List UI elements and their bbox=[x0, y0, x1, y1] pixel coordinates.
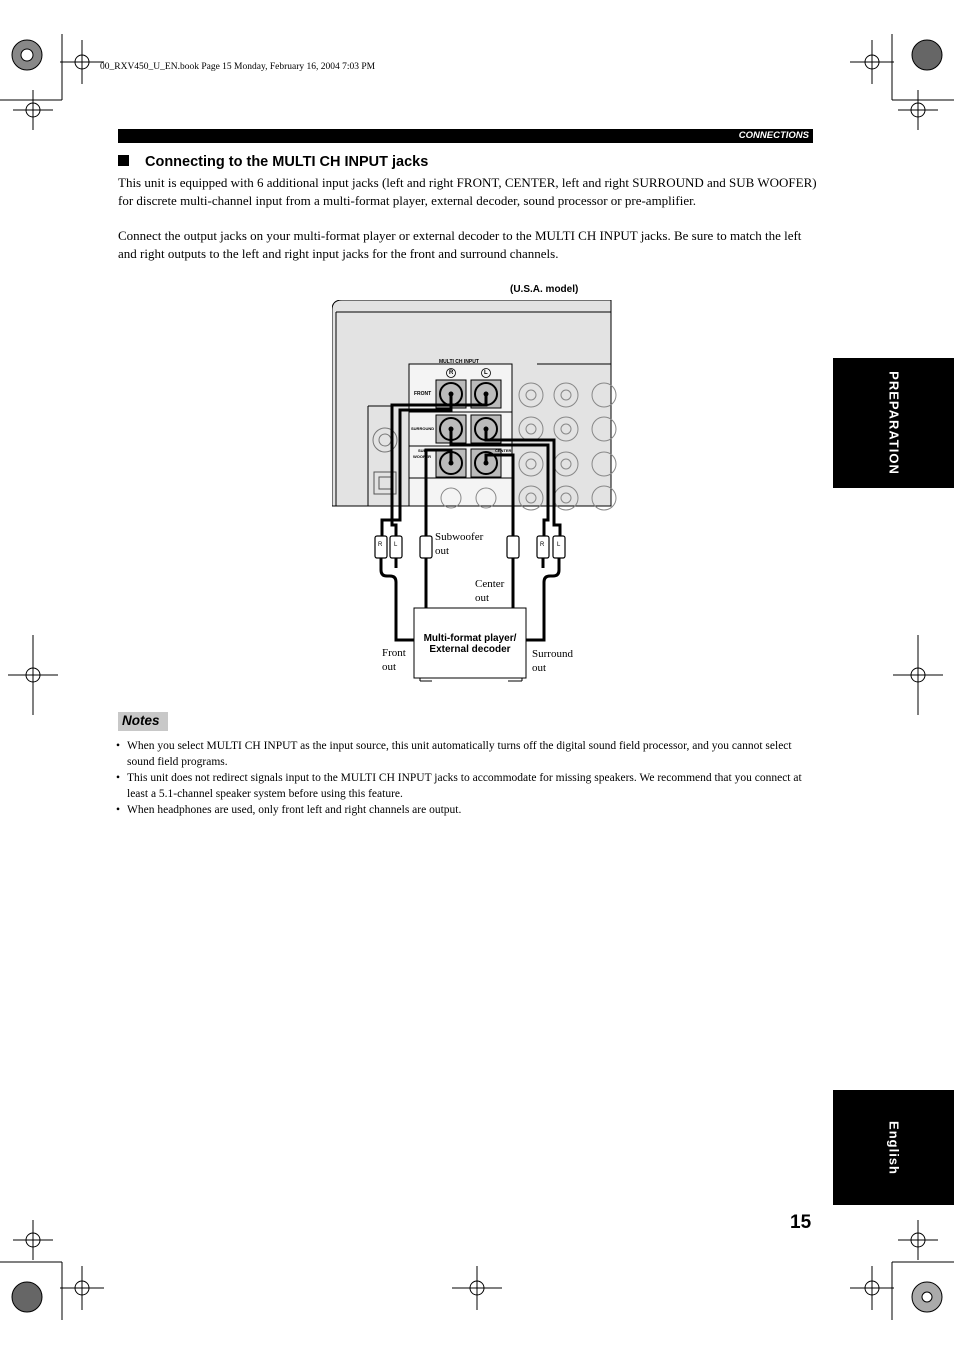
front-jack-label: FRONT bbox=[414, 391, 432, 397]
note-item: • When you select MULTI CH INPUT as the input source, this unit automatically turns off the digital sound field processor, and you cannot select sound field programs. bbox=[116, 738, 816, 770]
left-marker: L bbox=[484, 370, 488, 376]
notes-list bbox=[116, 738, 816, 818]
notes-label bbox=[118, 712, 168, 731]
front-out-label: Front out bbox=[382, 647, 406, 673]
plug-l-surround: L bbox=[557, 542, 561, 548]
page-number: 15 bbox=[790, 1212, 812, 1233]
notes-label-text: Notes bbox=[122, 713, 160, 728]
tab-english-label: English bbox=[886, 1120, 901, 1175]
woofer-label: WOOFER bbox=[413, 454, 431, 459]
decoder-label: Multi-format player/ External decoder bbox=[423, 633, 517, 655]
center-out-label: Center out bbox=[475, 578, 505, 604]
model-label: (U.S.A. model) bbox=[510, 284, 579, 295]
tab-preparation bbox=[833, 358, 954, 488]
surround-out-label: Surround out bbox=[532, 648, 573, 674]
center-jack-label: CENTER bbox=[495, 448, 512, 453]
diagram-drawing bbox=[332, 300, 622, 685]
intro-paragraph: This unit is equipped with 6 additional input jacks (left and right FRONT, CENTER, left and right SURROUND and SUB WOOFER) for discrete multi-channel input from a multi-format player, external decoder, sound processor or pre-amplifier. bbox=[118, 175, 817, 208]
sub-label: SUB bbox=[418, 448, 427, 453]
section-title: CONNECTIONS bbox=[738, 130, 809, 141]
note-item: • This unit does not redirect signals input to the MULTI CH INPUT jacks to accommodate for missing speakers. We recommend that you connect at least a 5.1-channel speaker system before using this feature. bbox=[116, 770, 816, 802]
file-header: 00_RXV450_U_EN.book Page 15 Monday, February 16, 2004 7:03 PM bbox=[100, 62, 376, 72]
right-marker: R bbox=[449, 370, 454, 376]
note-item: • When headphones are used, only front left and right channels are output. bbox=[116, 802, 816, 818]
plug-l-front: L bbox=[394, 542, 398, 548]
square-bullet-icon bbox=[118, 155, 129, 166]
heading-text: Connecting to the MULTI CH INPUT jacks bbox=[145, 154, 429, 170]
plug-r-surround: R bbox=[540, 542, 545, 548]
multi-ch-input-label: MULTI CH INPUT bbox=[439, 359, 479, 365]
section-bar bbox=[118, 129, 813, 143]
plug-r-front: R bbox=[378, 542, 383, 548]
subwoofer-out-label: Subwoofer out bbox=[435, 531, 484, 557]
surround-jack-label: SURROUND bbox=[411, 426, 435, 431]
tab-english bbox=[833, 1090, 954, 1205]
section-heading bbox=[118, 154, 428, 170]
instruction-paragraph: Connect the output jacks on your multi-format player or external decoder to the MULTI CH INPUT jacks. Be sure to match the left and right outputs to the left and right input jacks for the front and surround channels. bbox=[118, 228, 802, 261]
connection-diagram bbox=[332, 300, 622, 685]
tab-preparation-label: PREPARATION bbox=[886, 371, 901, 475]
